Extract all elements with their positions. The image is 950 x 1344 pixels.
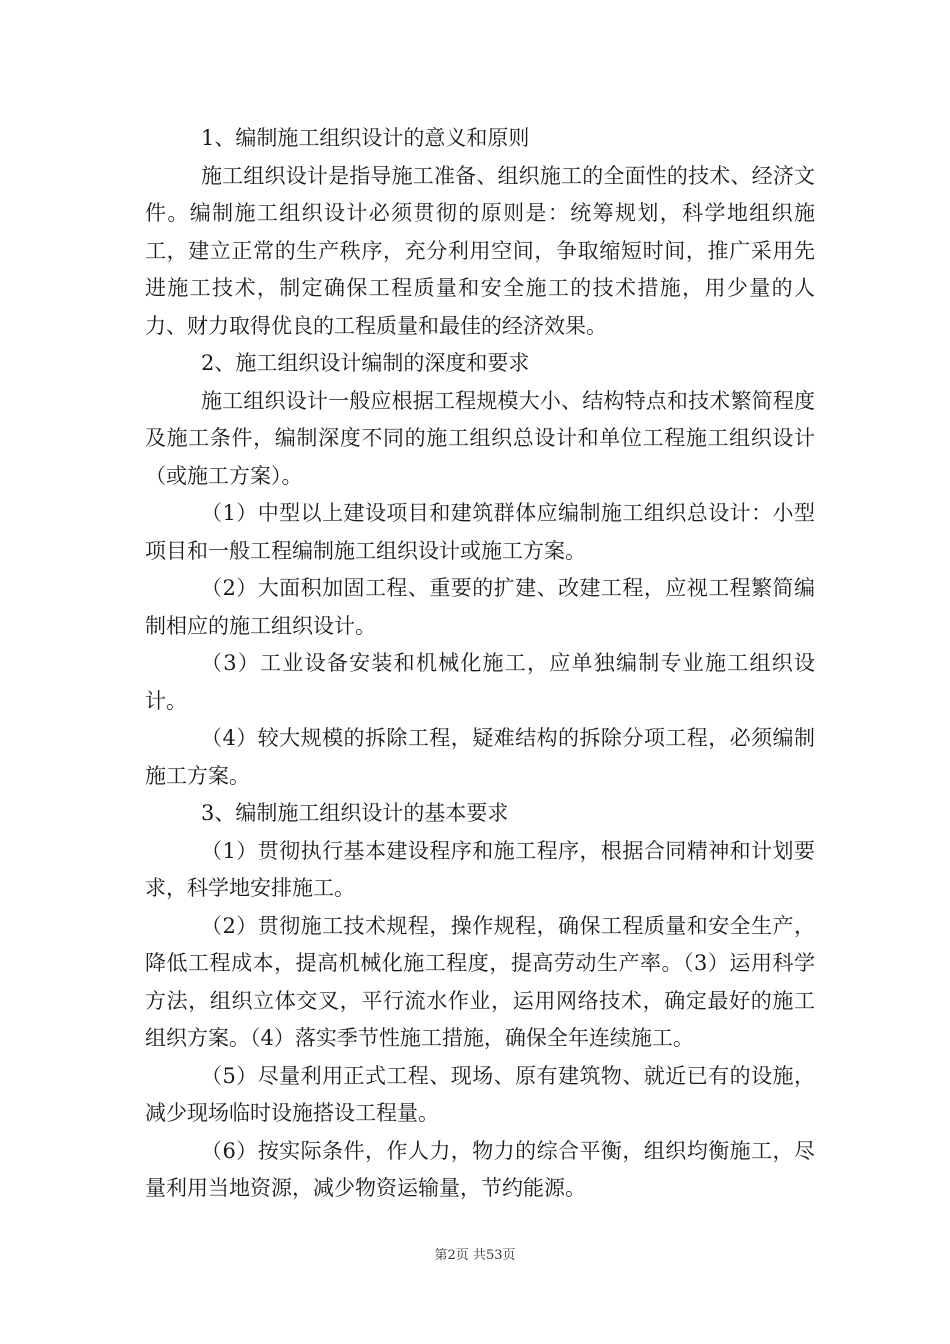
paragraph: 施工组织设计一般应根据工程规模大小、结构特点和技术繁简程度及施工条件，编制深度不同的施工组织总设计和单位工程施工组织设计（或施工方案）。 — [145, 388, 815, 488]
list-item: （2）贯彻施工技术规程，操作规程，确保工程质量和安全生产，降低工程成本，提高机械化施工程度，提高劳动生产率。（3）运用科学方法，组织立体交叉，平行流水作业，运用网络技术，确定最好的施工组织方案。（4）落实季节性施工措施，确保全年连续施工。 — [145, 913, 815, 1050]
section-heading-1: 1、编制施工组织设计的意义和原则 — [201, 126, 530, 150]
footer-middle: 页 共 — [455, 1248, 486, 1263]
section-heading-3: 3、编制施工组织设计的基本要求 — [201, 801, 509, 825]
list-item: （1）中型以上建设项目和建筑群体应编制施工组织总设计：小型项目和一般工程编制施工组织设计或施工方案。 — [145, 501, 815, 563]
total-page-count: 53 — [485, 1248, 503, 1263]
list-item: （6）按实际条件，作人力，物力的综合平衡，组织均衡施工，尽量利用当地资源，减少物资运输量，节约能源。 — [145, 1138, 815, 1200]
list-item: （1）贯彻执行基本建设程序和施工程序，根据合同精神和计划要求，科学地安排施工。 — [145, 838, 815, 900]
list-item: （4）较大规模的拆除工程，疑难结构的拆除分项工程，必须编制施工方案。 — [145, 726, 815, 788]
document-body — [145, 120, 815, 1208]
section-heading-2: 2、施工组织设计编制的深度和要求 — [201, 351, 530, 375]
page-footer — [0, 1244, 950, 1263]
footer-prefix: 第 — [434, 1248, 448, 1263]
list-item: （2）大面积加固工程、重要的扩建、改建工程，应视工程繁简编制相应的施工组织设计。 — [145, 576, 815, 638]
footer-suffix: 页 — [502, 1248, 516, 1263]
paragraph: 施工组织设计是指导施工准备、组织施工的全面性的技术、经济文件。编制施工组织设计必须贯彻的原则是：统筹规划，科学地组织施工，建立正常的生产秩序，充分利用空间，争取缩短时间，推广采用先进施工技术，制定确保工程质量和安全施工的技术措施，用少量的人力、财力取得优良的工程质量和最佳的经济效果。 — [145, 163, 815, 338]
list-item: （5）尽量利用正式工程、现场、原有建筑物、就近已有的设施，减少现场临时设施搭设工程量。 — [145, 1063, 815, 1125]
current-page-number: 2 — [447, 1248, 456, 1263]
list-item: （3）工业设备安装和机械化施工，应单独编制专业施工组织设计。 — [145, 651, 815, 713]
